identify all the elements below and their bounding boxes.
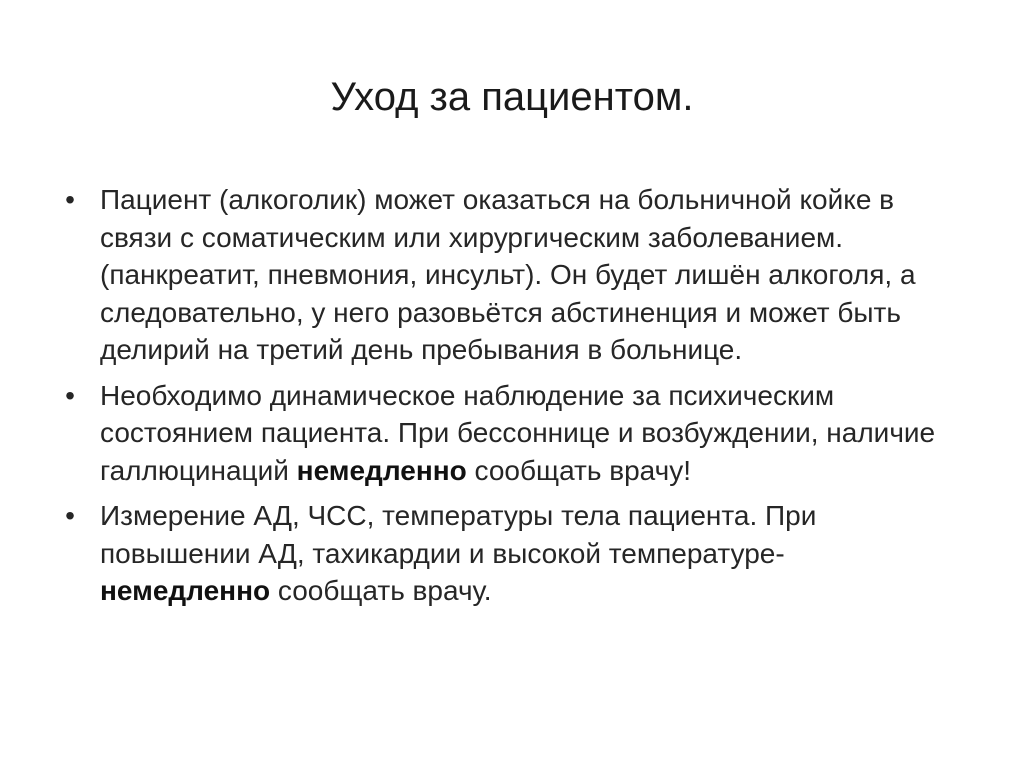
bullet-bold-text: немедленно — [296, 454, 467, 486]
bullet-text-end: сообщать врачу! — [466, 454, 691, 486]
bullet-item — [60, 377, 960, 490]
bullet-list — [60, 181, 960, 618]
bullet-item — [60, 181, 960, 369]
bullet-text: Пациент (алкоголик) может оказаться на больничной койке в связи с соматическим или хирургическим заболеванием. (панкреатит, пневмония, инсульт). Он будет лишён алкоголя, а следовательно, у него разовьётся абстиненция и может быть делирий на третий день пребывания в больнице. — [100, 184, 916, 365]
bullet-bold-text: немедленно — [100, 575, 271, 606]
slide-title: Уход за пациентом. — [330, 75, 694, 119]
bullet-text: Необходимо динамическое наблюдение за психическим состоянием пациента. При бессоннице и возбуждении, наличие галлюцинаций — [100, 379, 936, 486]
bullet-item — [60, 497, 960, 610]
bullet-marker-icon: • — [65, 379, 75, 411]
bullet-marker-icon: • — [65, 500, 75, 531]
bullet-text: Измерение АД, ЧСС, температуры тела пациента. При повышении АД, тахикардии и высокой температуре- — [100, 500, 817, 569]
bullet-marker-icon: • — [65, 184, 75, 215]
bullet-text-end: сообщать врачу. — [270, 575, 492, 606]
